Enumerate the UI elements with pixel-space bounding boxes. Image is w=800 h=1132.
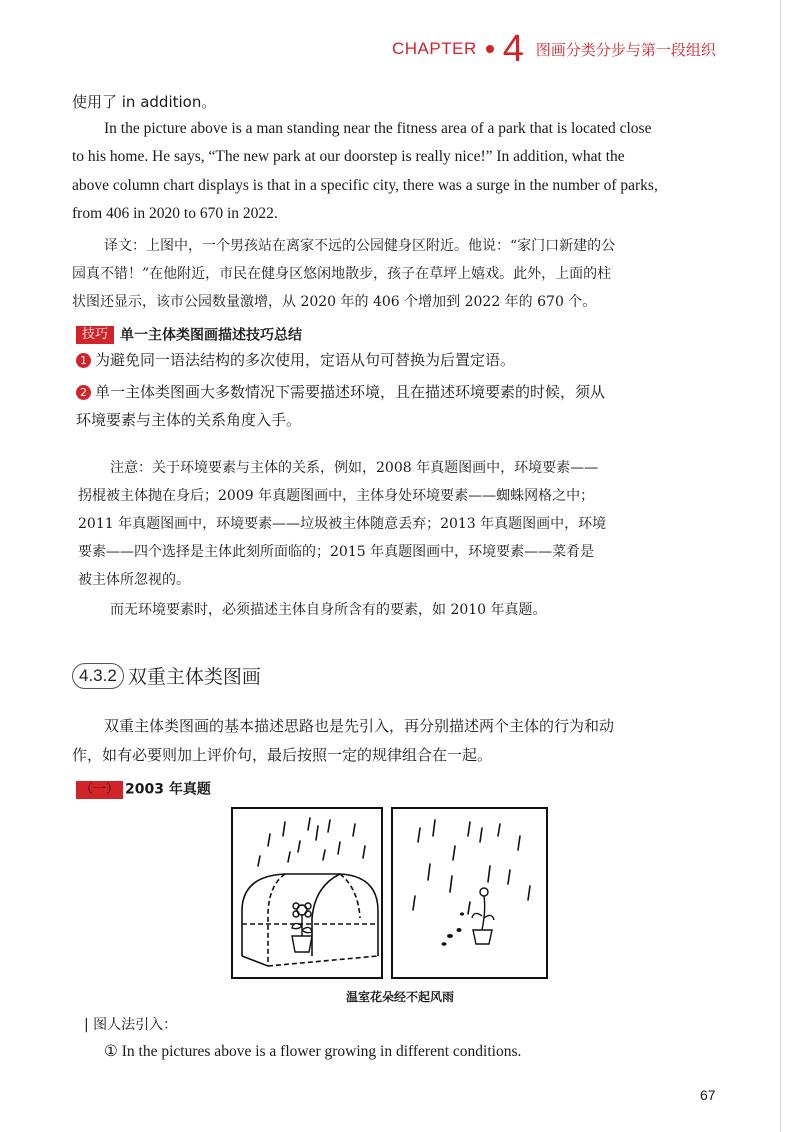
page-number: 67 xyxy=(700,1087,716,1103)
note-line: 要素——四个选择是主体此刻所面临的；2015 年真题图画中，环境要素——菜肴是 xyxy=(78,544,595,560)
chapter-label: CHAPTER xyxy=(392,39,477,58)
section-heading xyxy=(72,662,261,689)
english-line: In the picture above is a man standing near the fitness area of a park that is located close xyxy=(104,120,652,137)
cartoon-figure xyxy=(230,806,550,984)
subsection-tag: （一） xyxy=(76,781,123,799)
tip-item-2-cont: 环境要素与主体的关系角度入手。 xyxy=(76,411,302,429)
chapter-title: 图画分类分步与第一段组织 xyxy=(535,40,716,59)
tip-item-1 xyxy=(76,350,515,370)
translation-line: 园真不错！”在他附近，市民在健身区悠闲地散步，孩子在草坪上嬉戏。此外，上面的柱 xyxy=(72,266,612,282)
tip-item-text: 单一主体类图画大多数情况下需要描述环境，且在描述环境要素的时候，须从 xyxy=(95,383,606,401)
section-para-line: 作，如有必要则加上评价句，最后按照一定的规律组合在一起。 xyxy=(72,746,493,764)
translation-line: 状图还显示，该市公园数量激增，从 2020 年的 406 个增加到 2022 年的 670 个。 xyxy=(72,294,597,310)
tip-title: 单一主体类图画描述技巧总结 xyxy=(120,327,303,344)
subsection-title: 2003 年真题 xyxy=(125,781,211,798)
tip-item-2 xyxy=(76,382,605,402)
section-title: 双重主体类图画 xyxy=(127,666,261,688)
example-line: ① In the pictures above is a flower growing in different conditions. xyxy=(104,1043,522,1060)
note-last-line: 而无环境要素时，必须描述主体自身所含有的要素，如 2010 年真题。 xyxy=(110,602,547,618)
translation-line: 译文：上图中，一个男孩站在离家不远的公园健身区附近。他说：“家门口新建的公 xyxy=(104,238,616,254)
bullet-dot-icon xyxy=(486,45,494,53)
section-number: 4.3.2 xyxy=(72,663,124,689)
page-edge-line xyxy=(780,0,781,1132)
note-line: 拐棍被主体抛在身后；2009 年真题图画中，主体身处环境要素——蜘蛛网格之中； xyxy=(78,488,595,504)
tip-tag: 技巧 xyxy=(76,326,114,344)
subsection-header xyxy=(76,778,211,799)
greenhouse-panel xyxy=(232,808,382,978)
section-para-line: 双重主体类图画的基本描述思路也是先引入，再分别描述两个主体的行为和动 xyxy=(104,717,615,735)
chapter-number: 4 xyxy=(502,28,524,70)
note-line: 被主体所忽视的。 xyxy=(78,572,190,588)
storm-panel xyxy=(392,808,547,978)
chapter-header xyxy=(392,30,716,68)
number-badge-icon: 1 xyxy=(76,353,91,368)
note-line: 注意：关于环境要素与主体的关系，例如，2008 年真题图画中，环境要素—— xyxy=(110,460,599,476)
tip-item-text: 为避免同一语法结构的多次使用，定语从句可替换为后置定语。 xyxy=(95,351,516,369)
note-line: 2011 年真题图画中，环境要素——垃圾被主体随意丢弃；2013 年真题图画中，环境 xyxy=(78,516,607,532)
figure-caption: 温室花朵经不起风雨 xyxy=(345,990,454,1004)
number-badge-icon: 2 xyxy=(76,385,91,400)
english-line: to his home. He says, “The new park at our doorstep is really nice!” In addition, what the xyxy=(72,148,625,165)
english-line: from 406 in 2020 to 670 in 2022. xyxy=(72,205,278,222)
intro-line: 使用了 in addition。 xyxy=(72,93,217,111)
tip-header xyxy=(76,324,302,345)
english-line: above column chart displays is that in a specific city, there was a surge in the number of parks, xyxy=(72,177,658,194)
method-label: | 图人法引入： xyxy=(84,1017,178,1033)
